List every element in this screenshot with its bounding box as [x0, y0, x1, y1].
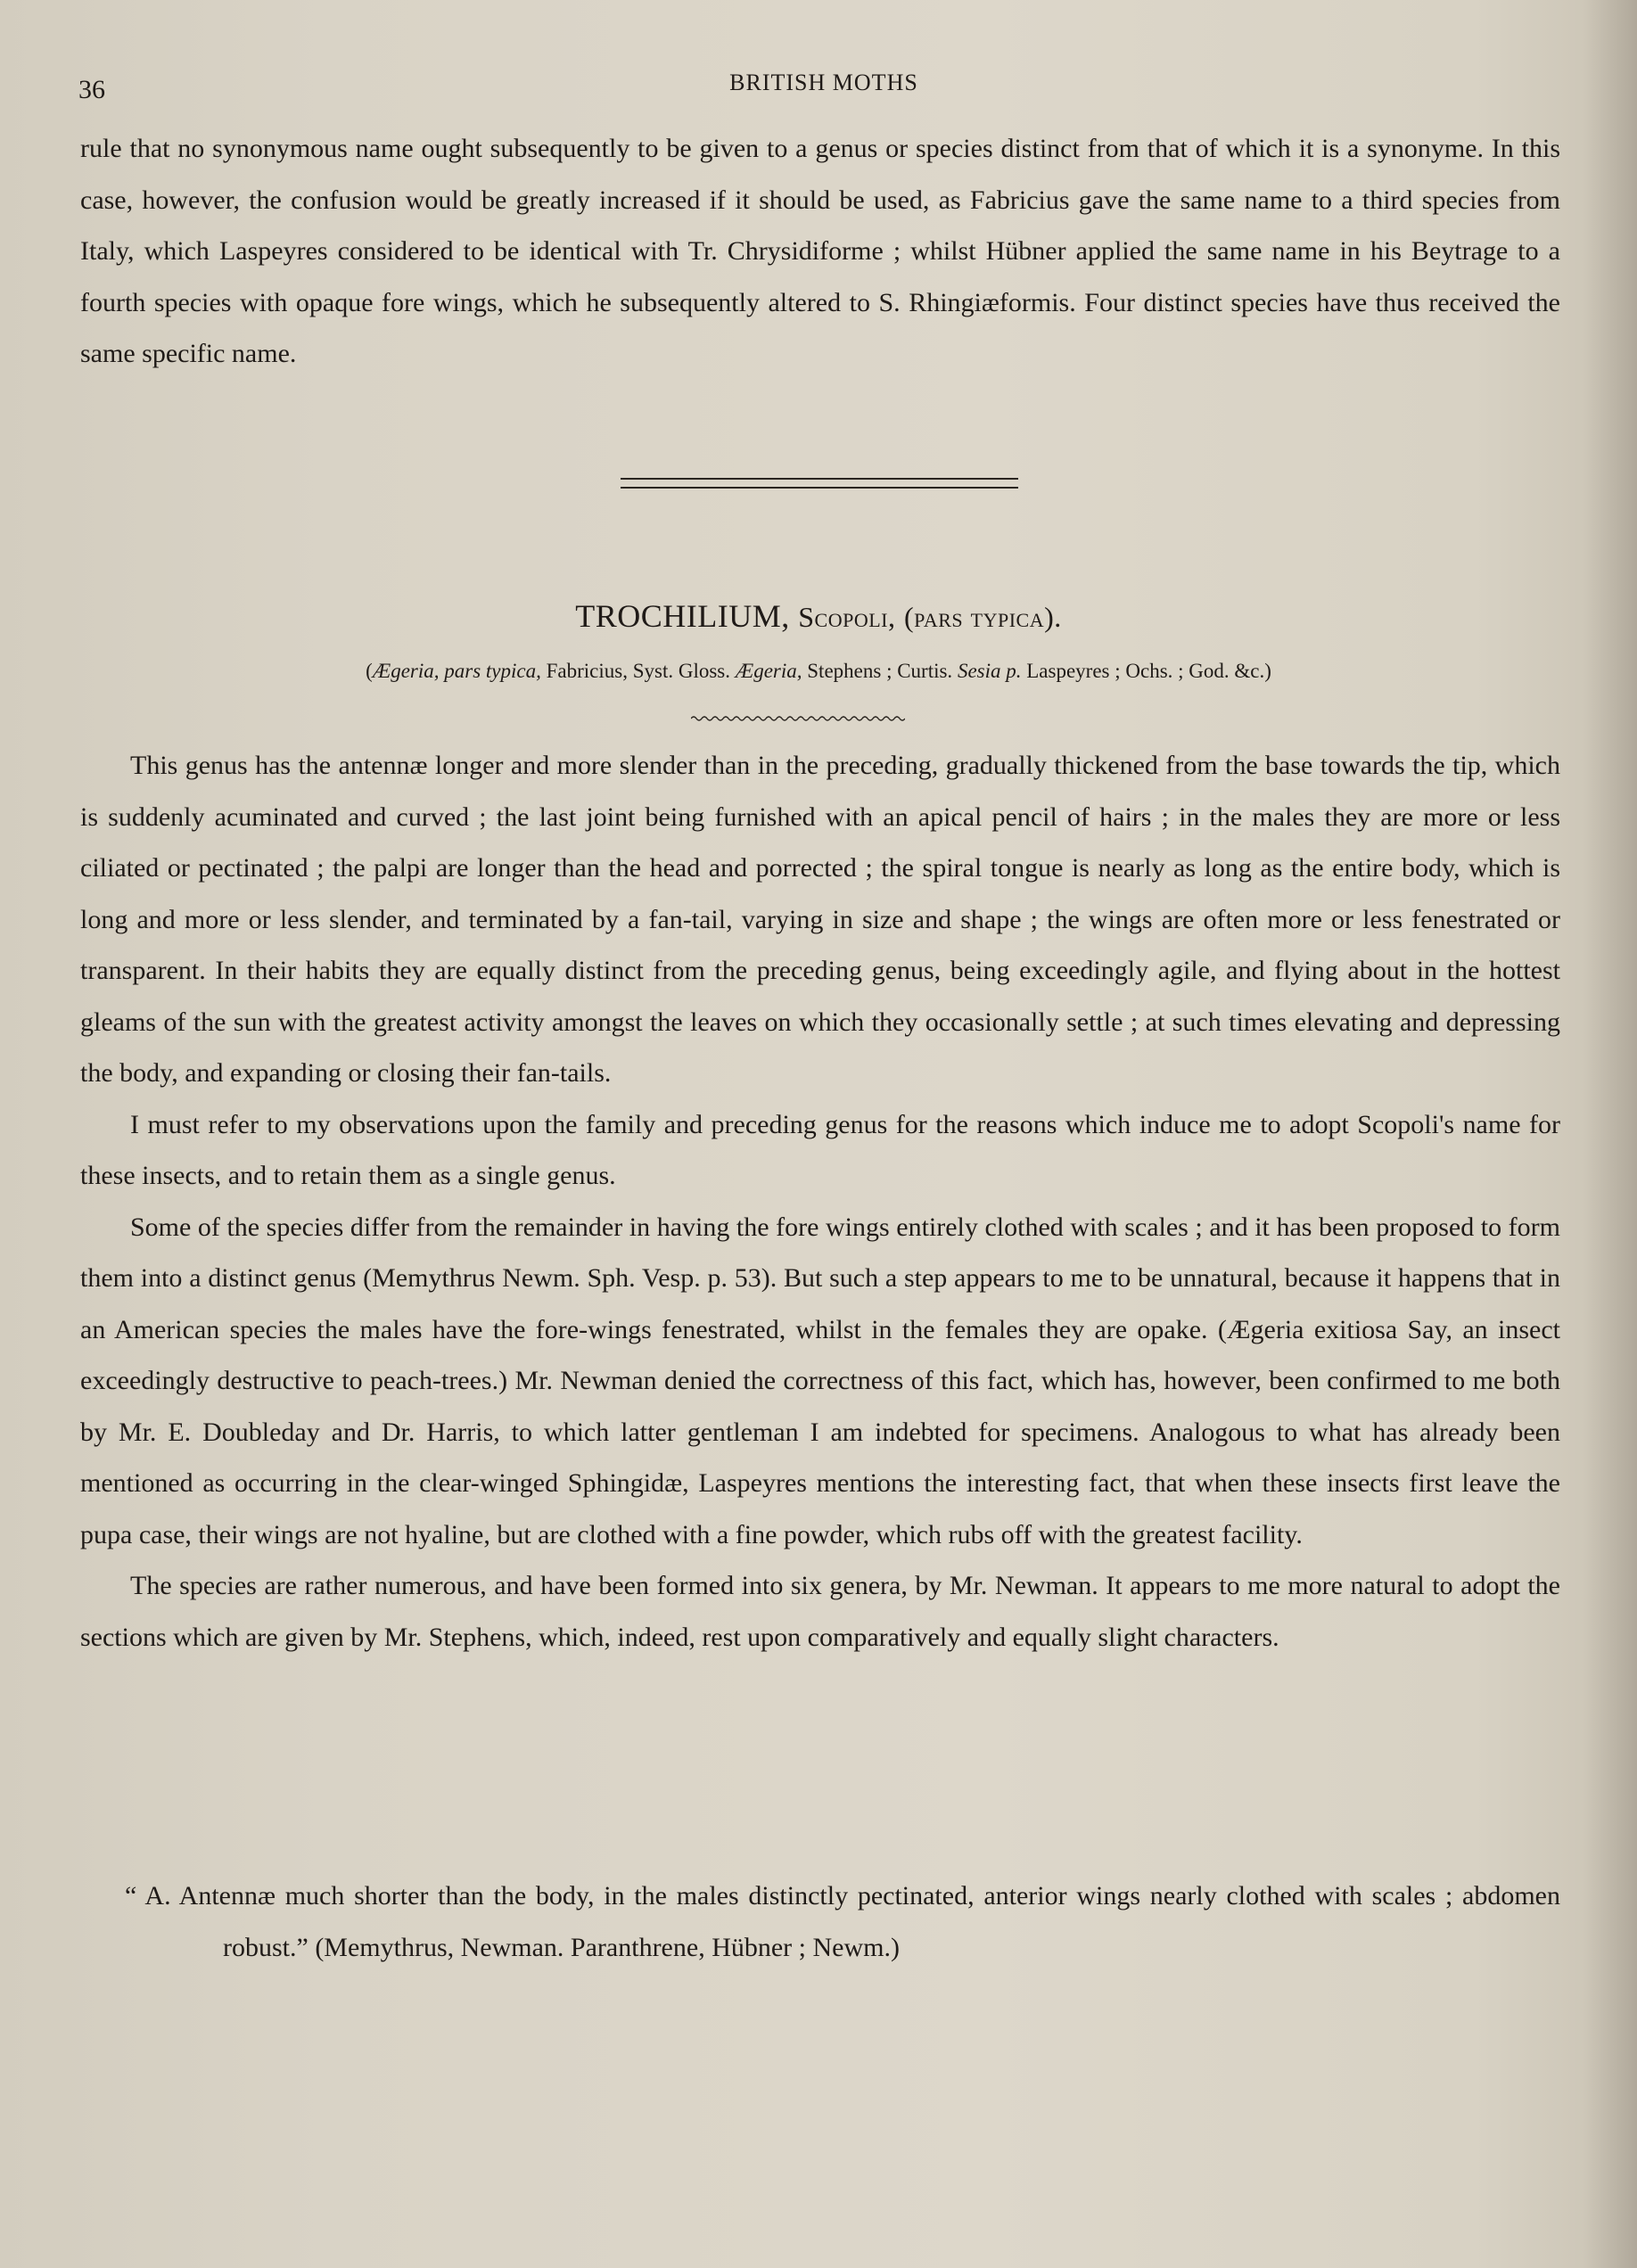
intro-paragraph-block	[80, 123, 1560, 380]
paragraph-sections: The species are rather numerous, and have been formed into six genera, by Mr. Newman. It appears to me more natural to adopt the sections which are given by Mr. Stephens, which, indeed, rest upon comparatively and equally slight characters.	[80, 1571, 1560, 1652]
synonym-2-authority: Stephens ; Curtis.	[802, 660, 958, 682]
paragraph-genus-description: This genus has the antennæ longer and more slender than in the preceding, gradually thickened from the base towards the tip, which is suddenly acuminated and curved ; the last joint being furnished with an apical pencil of hairs ; in the males they are more or less ciliated or pectinated ; the palpi are longer than the head and porrected ; the spiral tongue is nearly as long as the entire body, which is long and more or less slender, and terminated by a fan-tail, varying in size and shape ; the wings are often more or less fenestrated or transparent. In their habits they are equally distinct from the preceding genus, being exceedingly agile, and flying about in the hottest gleams of the sun with the greatest activity amongst the leaves on which they occasionally settle ; at such times elevating and depressing the body, and expanding or closing their fan-tails.	[80, 751, 1560, 1088]
synonymy-line	[0, 660, 1637, 683]
genus-qualifier: (pars typica).	[903, 601, 1062, 633]
genus-author: Scopoli,	[798, 601, 896, 633]
page-number: 36	[78, 75, 105, 104]
synonym-2: Ægeria,	[735, 660, 802, 682]
body-text	[80, 740, 1560, 1663]
genus-heading	[0, 597, 1637, 635]
synonym-1: Ægeria, pars typica,	[372, 660, 541, 682]
wavy-ornament	[691, 713, 905, 724]
paragraph-species-scales: Some of the species differ from the remainder in having the fore wings entirely clothed with scales ; and it has been proposed to form them into a distinct genus (Memythrus Newm. Sph. Vesp. p. 53). But such a step appears to me to be unnatural, because it happens that in an American species the males have the fore-wings fenestrated, whilst in the females they are opake. (Ægeria exitiosa Say, an insect exceedingly destructive to peach-trees.) Mr. Newman denied the correctness of this fact, which has, however, been confirmed to me both by Mr. E. Doubleday and Dr. Harris, to which latter gentleman I am indebted for specimens. Analogous to what has already been mentioned as occurring in the clear-winged Sphingidæ, Laspeyres mentions the interesting fact, that when these insects first leave the pupa case, their wings are not hyaline, but are clothed with a fine powder, which rubs off with the greatest facility.	[80, 1212, 1560, 1549]
synonym-3-authority: Laspeyres ; Ochs. ; God. &c.)	[1021, 660, 1271, 682]
genus-name: TROCHILIUM,	[575, 598, 790, 634]
synonym-3: Sesia p.	[957, 660, 1022, 682]
paragraph-scopoli-name: I must refer to my observations upon the family and preceding genus for the reasons which induce me to adopt Scopoli's name for these insects, and to retain them as a single genus.	[80, 1109, 1560, 1190]
synonymy-open: (	[366, 660, 373, 682]
synonym-1-authority: Fabricius, Syst. Gloss.	[540, 660, 736, 682]
running-title: BRITISH MOTHS	[729, 70, 918, 95]
intro-paragraph: rule that no synonymous name ought subsequently to be given to a genus or species distinct from that of which it is a synonyme. In this case, however, the confusion would be greatly increased if it should be used, as Fabricius gave the same name to a third species from Italy, which Laspeyres considered to be identical with Tr. Chrysidiforme ; whilst Hübner applied the same name in his Beytrage to a fourth species with opaque fore wings, which he subsequently altered to S. Rhingiæformis. Four distinct species have thus received the same specific name.	[80, 134, 1560, 368]
section-divider-rule	[621, 478, 1018, 489]
page-header	[78, 66, 1569, 111]
section-a-text: “ A. Antennæ much shorter than the body, in the males distinctly pectinated, anterior wings nearly clothed with scales ; abdomen robust.” (Memythrus, Newman. Paranthrene, Hübner ; Newm.)	[125, 1881, 1560, 1962]
section-a-block	[125, 1870, 1560, 1973]
